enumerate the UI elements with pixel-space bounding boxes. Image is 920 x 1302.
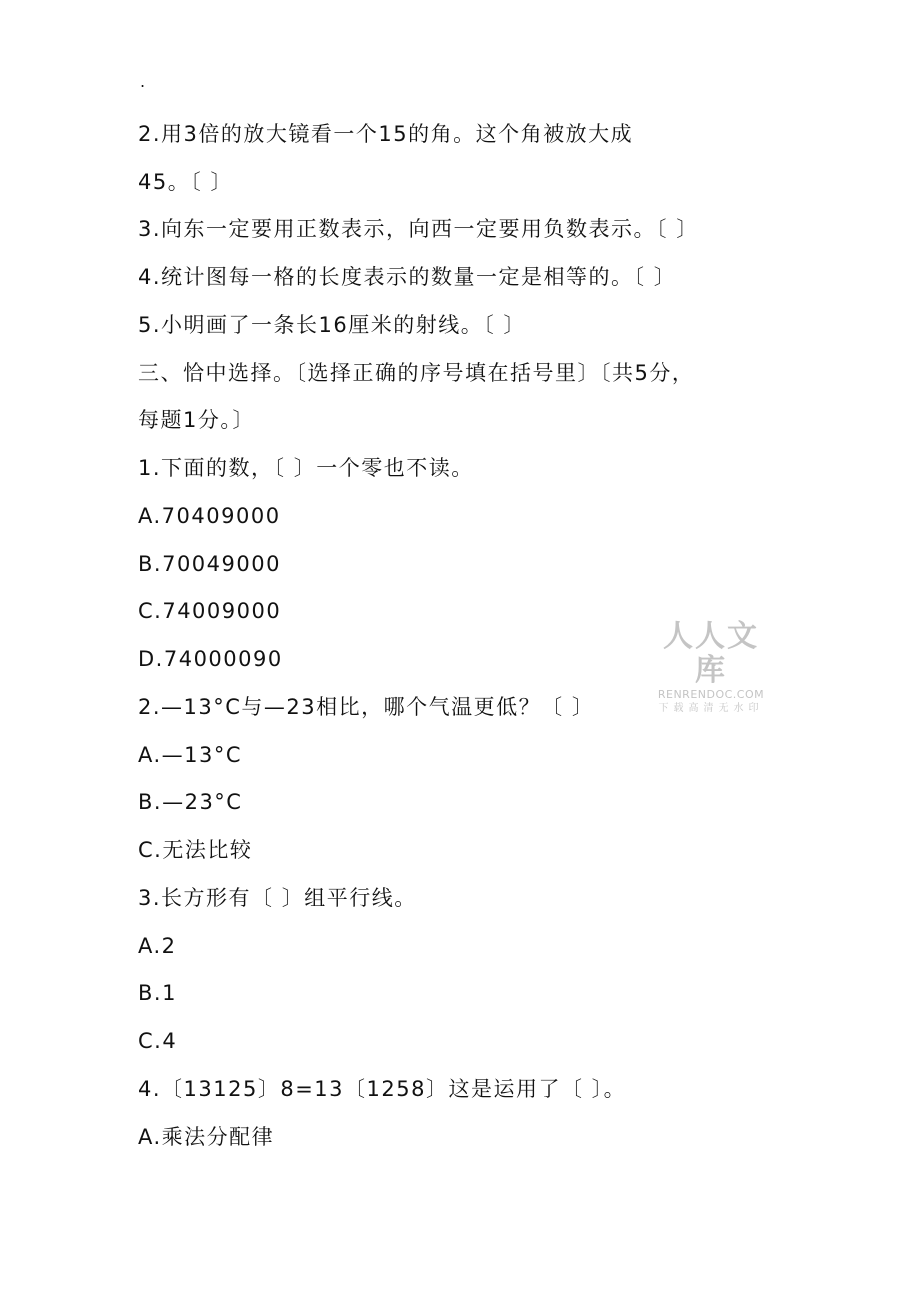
choice-2-option-b: B.—23°C <box>138 790 243 814</box>
question-2-continued: 45。〔 〕 <box>138 170 233 194</box>
choice-question-3: 3.长方形有〔 〕组平行线。 <box>138 886 417 910</box>
watermark-logo <box>648 620 774 716</box>
choice-3-option-a: A.2 <box>138 934 177 958</box>
choice-1-option-c: C.74009000 <box>138 599 282 623</box>
section-3-heading-continued: 每题1分。〕 <box>138 408 255 432</box>
choice-2-option-a: A.—13°C <box>138 743 243 767</box>
watermark-title: 人人文库 <box>663 619 759 688</box>
choice-3-option-b: B.1 <box>138 981 177 1005</box>
choice-3-option-c: C.4 <box>138 1029 178 1053</box>
choice-1-option-b: B.70049000 <box>138 552 281 576</box>
choice-question-4: 4.〔13125〕8=13〔1258〕这是运用了〔 〕。 <box>138 1077 627 1101</box>
choice-1-option-d: D.74000090 <box>138 647 283 671</box>
choice-2-option-c: C.无法比较 <box>138 838 253 862</box>
question-2-text: 2.用3倍的放大镜看一个15的角。这个角被放大成 <box>138 122 634 146</box>
choice-question-1: 1.下面的数，〔 〕一个零也不读。 <box>138 456 474 480</box>
question-4-text: 4.统计图每一格的长度表示的数量一定是相等的。〔 〕 <box>138 265 677 289</box>
watermark-url: RENRENDOC.COM <box>657 688 765 701</box>
choice-question-2: 2.—13°C与—23相比，哪个气温更低？〔 〕 <box>138 695 595 719</box>
question-3-text: 3.向东一定要用正数表示，向西一定要用负数表示。〔 〕 <box>138 217 699 241</box>
question-5-text: 5.小明画了一条长16厘米的射线。〔 〕 <box>138 313 526 337</box>
choice-4-option-a: A.乘法分配律 <box>138 1125 275 1149</box>
watermark-subtitle: 下载高清无水印 <box>658 703 764 714</box>
choice-1-option-a: A.70409000 <box>138 504 281 528</box>
header-mark: . <box>140 72 146 91</box>
section-3-heading: 三、恰中选择。〔选择正确的序号填在括号里〕〔共5分， <box>138 361 695 385</box>
